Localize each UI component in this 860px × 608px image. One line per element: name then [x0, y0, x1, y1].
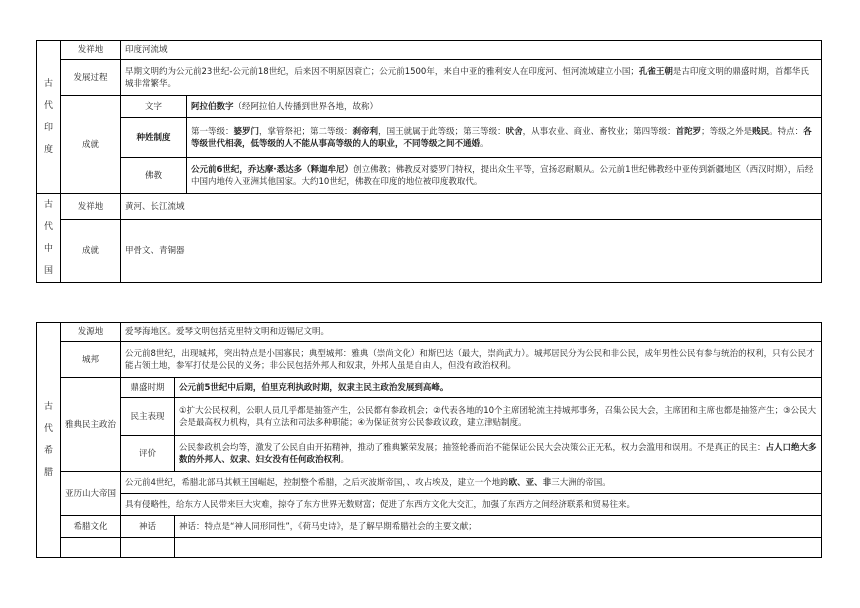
writing-label: 文字 [121, 96, 187, 118]
alexander-empire-label: 亚历山大帝国 [61, 472, 121, 516]
empty-cell [121, 538, 175, 558]
india-origin-label: 发祥地 [61, 41, 121, 60]
peak-label: 鼎盛时期 [121, 378, 175, 398]
region-greece: 古 代 希 腊 [37, 323, 61, 558]
mythology-label: 神话 [121, 516, 175, 538]
ancient-greece-table [36, 322, 822, 558]
region-india: 古 代 印 度 [37, 41, 61, 194]
city-state-text: 公元前8世纪，出现城邦，突出特点是小国寡民；典型城邦：雅典（崇尚文化）和斯巴达（最大，崇尚武力）。城邦居民分为公民和非公民，成年男性公民有参与统治的权利，只有公民才能占领土地，参军打仗是公民的义务；非公民包括外邦人和奴隶，外邦人虽是自由人，但没有政治权利。 [121, 342, 822, 378]
china-achievement: 甲骨文、青铜器 [121, 220, 822, 283]
greece-origin-label: 发源地 [61, 323, 121, 342]
caste-label: 种姓制度 [121, 118, 187, 158]
dev-label: 发展过程 [61, 60, 121, 96]
peak-text: 公元前5世纪中后期，伯里克利执政时期，奴隶主民主政治发展到高峰。 [175, 378, 822, 398]
region-china: 古 代 中 国 [37, 194, 61, 283]
dev-text: 早期文明约为公元前23世纪-公元前18世纪，后来因不明原因衰亡；公元前1500年，来自中亚的雅利安人在印度河、恒河流域建立小国；孔雀王朝是古印度文明的鼎盛时期，首都华氏城非常繁华。 [121, 60, 822, 96]
democracy-text: ①扩大公民权利，公职人员几乎都是抽签产生，公民都有参政机会；②代表各地的10个主席团轮流主持城邦事务，召集公民大会，主席团和主席也都是抽签产生；③公民大会是最高权力机构，具有立法和司法多种职能；④为保证贫穷公民参政议政，建立津贴制度。 [175, 398, 822, 436]
evaluation-label: 评价 [121, 436, 175, 472]
india-achievement-label: 成就 [61, 96, 121, 194]
writing-text: 阿拉伯数字（经阿拉伯人传播到世界各地，故称） [187, 96, 822, 118]
buddhism-text: 公元前6世纪，乔达摩·悉达多（释迦牟尼）创立佛教；佛教反对婆罗门特权，提出众生平等，宣扬忍耐顺从。公元前1世纪佛教经中亚传到新疆地区（西汉时期），后经中国内地传入亚洲其他国家。大约10世纪，佛教在印度的地位被印度教取代。 [187, 158, 822, 194]
alexander-text: 公元前4世纪，希腊北部马其顿王国崛起，控制整个希腊，之后灭波斯帝国，、攻占埃及，建立一个地跨欧、亚、非三大洲的帝国。 [121, 472, 822, 494]
india-origin: 印度河流域 [121, 41, 822, 60]
ancient-india-china-table [36, 40, 822, 283]
greece-origin: 爱琴海地区。爱琴文明包括克里特文明和迈锡尼文明。 [121, 323, 822, 342]
city-state-label: 城邦 [61, 342, 121, 378]
democracy-label: 民主表现 [121, 398, 175, 436]
athens-democracy-label: 雅典民主政治 [61, 378, 121, 472]
greek-culture-label: 希腊文化 [61, 516, 121, 538]
caste-text: 第一等级：婆罗门，掌管祭祀；第二等级：刹帝利，国王就属于此等级；第三等级：吠舍，从事农业、商业、畜牧业；第四等级：首陀罗；等级之外是贱民。特点：各等级世代相袭，低等级的人不能从事高等级的人的职业，不同等级之间不通婚。 [187, 118, 822, 158]
china-origin: 黄河、长江流域 [121, 194, 822, 220]
buddhism-label: 佛教 [121, 158, 187, 194]
evaluation-text: 公民参政机会均等，激发了公民自由开拓精神，推动了雅典繁荣发展；抽签轮番而治不能保证公民大会决策公正无私，权力会滥用和误用。不是真正的民主：占人口绝大多数的外邦人、奴隶、妇女没有任何政治权利。 [175, 436, 822, 472]
empty-cell [61, 538, 121, 558]
mythology-text: 神话：特点是“神人同形同性”，《荷马史诗》，是了解早期希腊社会的主要文献； [175, 516, 822, 538]
china-origin-label: 发祥地 [61, 194, 121, 220]
empty-cell [175, 538, 822, 558]
china-achievement-label: 成就 [61, 220, 121, 283]
alexander-evaluation: 具有侵略性，给东方人民带来巨大灾难，掠夺了东方世界无数财富；促进了东西方文化大交汇，加强了东西方之间经济联系和贸易往来。 [121, 494, 822, 516]
